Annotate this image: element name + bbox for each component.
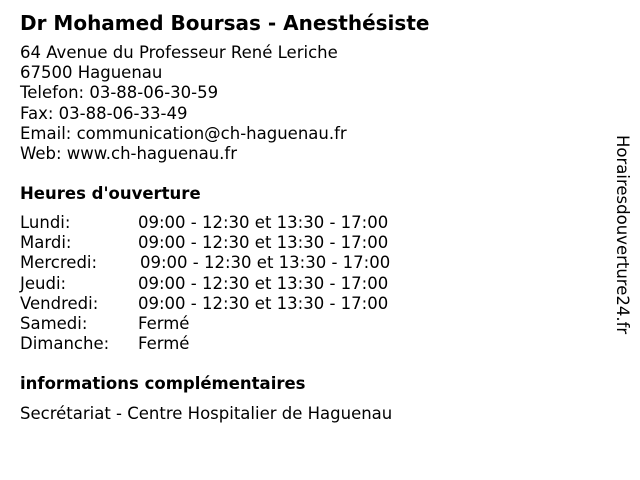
- hours-row-mardi: [20, 233, 440, 253]
- hours-row-mercredi: [20, 253, 440, 273]
- day-label: Lundi:: [20, 213, 71, 232]
- hours-row-jeudi: [20, 274, 440, 294]
- day-label: Mardi:: [20, 233, 72, 253]
- hours-row-lundi: [20, 213, 440, 233]
- phone-number: Telefon: 03-88-06-30-59: [20, 83, 219, 103]
- hours-row-vendredi: [20, 294, 440, 314]
- opening-hours-heading: Heures d'ouverture: [20, 184, 201, 203]
- day-label: Jeudi:: [20, 273, 67, 293]
- day-hours: 09:00 - 12:30 et 13:30 - 17:00: [138, 273, 389, 293]
- hours-row-samedi: [20, 314, 440, 334]
- website: Web: www.ch-haguenau.fr: [20, 143, 237, 163]
- hours-row-dimanche: [20, 334, 440, 354]
- page-title: Dr Mohamed Boursas - Anesthésiste: [20, 11, 430, 35]
- site-watermark: Horairesdouverture24.fr: [613, 135, 632, 335]
- opening-hours-list: [20, 213, 440, 354]
- day-label: Vendredi:: [20, 293, 99, 313]
- address-city: 67500 Haguenau: [20, 63, 163, 83]
- address-street: 64 Avenue du Professeur René Leriche: [20, 43, 338, 62]
- email-address: Email: communication@ch-haguenau.fr: [20, 123, 347, 143]
- day-hours: 09:00 - 12:30 et 13:30 - 17:00: [138, 213, 389, 232]
- fax-number: Fax: 03-88-06-33-49: [20, 103, 188, 123]
- contact-block: [20, 43, 347, 164]
- day-hours: Fermé: [138, 334, 190, 354]
- day-label: Samedi:: [20, 313, 88, 333]
- additional-info-heading: informations complémentaires: [20, 374, 306, 393]
- day-hours: 09:00 - 12:30 et 13:30 - 17:00: [140, 253, 391, 273]
- day-label: Mercredi:: [20, 253, 98, 273]
- additional-info-text: Secrétariat - Centre Hospitalier de Haguenau: [20, 404, 393, 423]
- day-hours: 09:00 - 12:30 et 13:30 - 17:00: [138, 293, 389, 313]
- day-label: Dimanche:: [20, 334, 110, 354]
- day-hours: 09:00 - 12:30 et 13:30 - 17:00: [138, 233, 389, 253]
- day-hours: Fermé: [138, 313, 190, 333]
